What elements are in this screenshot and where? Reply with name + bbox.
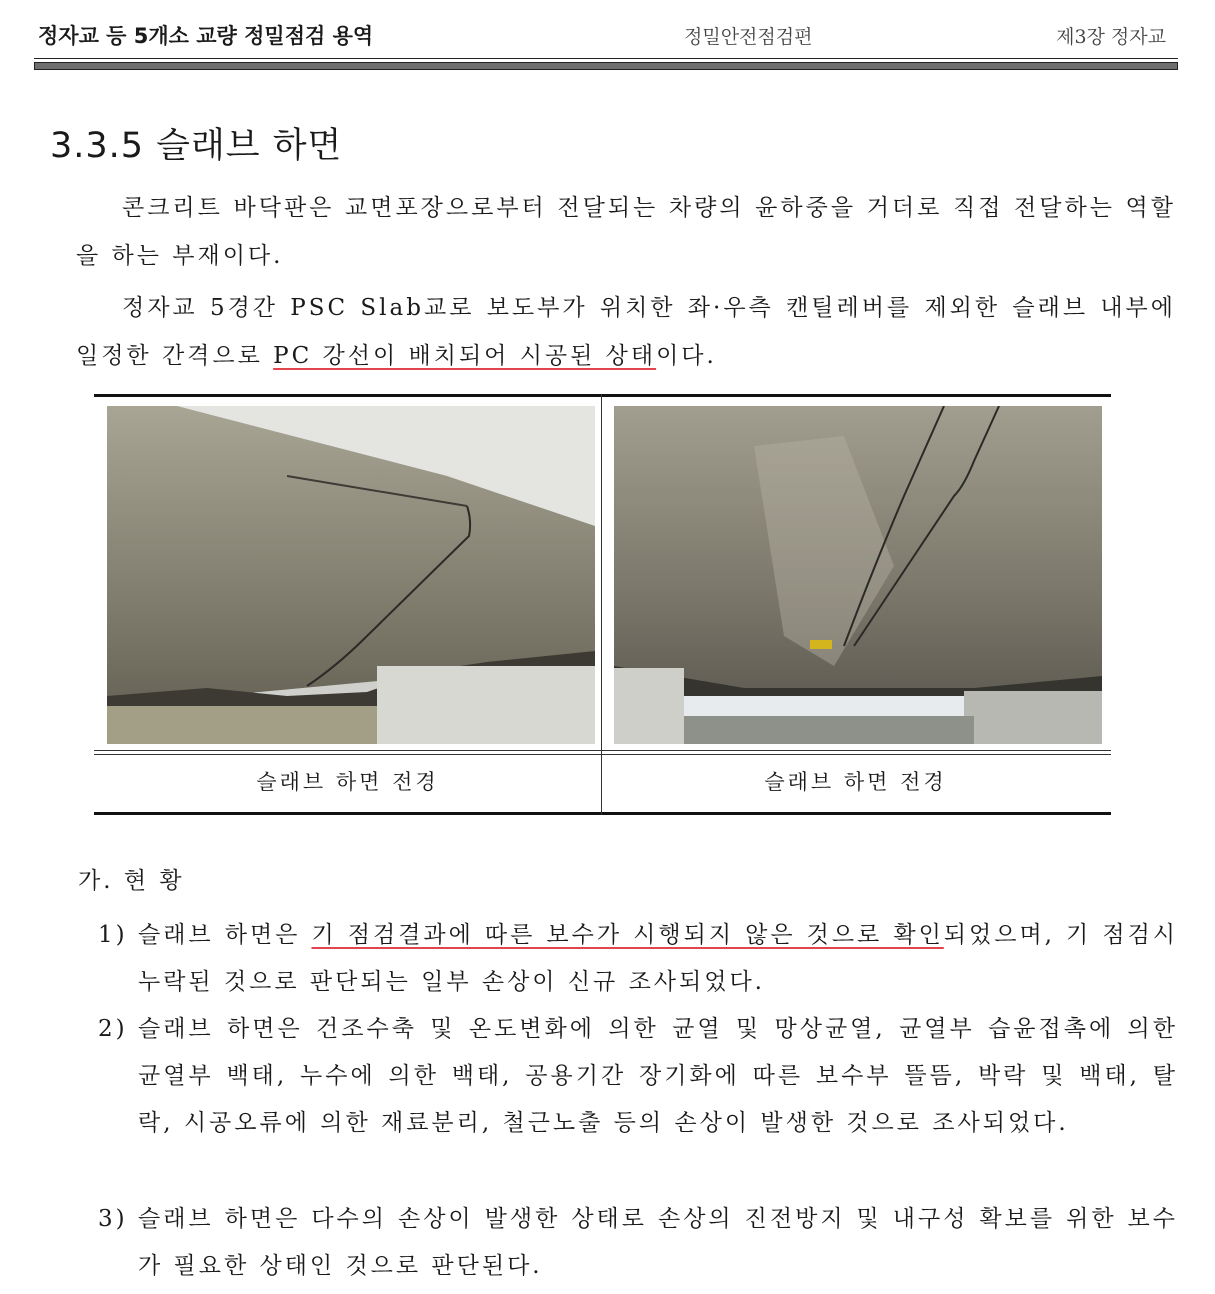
status-item-3-number: 3) [98, 1206, 128, 1232]
status-item-1-before: 슬래브 하면은 [138, 922, 312, 948]
header-chapter: 제3장 정자교 [1056, 26, 1166, 48]
photo-2-caption: 슬래브 하면 전경 [764, 770, 947, 794]
slab-photo-1 [107, 406, 595, 744]
status-heading: 가. 현 황 [78, 868, 185, 894]
intro-paragraph-2-end: 이다. [656, 343, 717, 369]
table-top-rule [94, 394, 1111, 397]
intro-paragraph-1 [76, 184, 1176, 280]
header-rule-thin [34, 58, 1178, 59]
status-item-3 [98, 1196, 1178, 1290]
table-mid-rule-2 [94, 754, 1111, 755]
intro-paragraph-2-text: 정자교 5경간 PSC Slab교로 보도부가 위치한 좌·우측 캔틸레버를 제외한 슬래브 내부에 일정한 간격으로 [76, 295, 1176, 369]
status-item-2 [98, 1006, 1178, 1147]
status-item-1-text [138, 912, 1178, 1006]
status-item-2-number: 2) [98, 1016, 128, 1042]
table-bottom-rule [94, 812, 1111, 815]
intro-paragraph-2 [76, 284, 1176, 380]
table-mid-rule [94, 750, 1111, 751]
header-project-title: 정자교 등 5개소 교량 정밀점검 용역 [38, 24, 374, 48]
table-column-divider [601, 394, 602, 815]
header-volume: 정밀안전점검편 [684, 26, 813, 48]
slab-photo-2 [614, 406, 1102, 744]
photo-1-caption: 슬래브 하면 전경 [256, 770, 439, 794]
status-item-2-text: 슬래브 하면은 건조수축 및 온도변화에 의한 균열 및 망상균열, 균열부 습윤접촉에 의한 균열부 백태, 누수에 의한 백태, 공용기간 장기화에 따른 보수부 뜰뜸, 박락 및 백태, 탈락, 시공오류에 의한 재료분리, 철근노출 등의 손상이 발생한 것으로 조사되었다. [138, 1016, 1178, 1136]
intro-paragraph-2-underline: PC 강선이 배치되어 시공된 상태 [273, 343, 657, 369]
status-item-1-underline: 기 점검결과에 따른 보수가 시행되지 않은 것으로 확인 [311, 922, 944, 948]
status-item-1-number: 1) [98, 922, 128, 948]
status-item-3-text: 슬래브 하면은 다수의 손상이 발생한 상태로 손상의 진전방지 및 내구성 확보를 위한 보수가 필요한 상태인 것으로 판단된다. [138, 1206, 1178, 1279]
section-title: 3.3.5 슬래브 하면 [50, 126, 343, 166]
status-item-1 [98, 912, 1178, 1006]
header-rule-thick [34, 62, 1178, 70]
status-item-1-after: 되었으며, 기 점검시 누락된 것으로 판단되는 일부 손상이 신규 조사되었다. [138, 922, 1178, 995]
intro-paragraph-1-text: 콘크리트 바닥판은 교면포장으로부터 전달되는 차량의 윤하중을 거더로 직접 전달하는 역할을 하는 부재이다. [76, 195, 1176, 269]
page-header [34, 18, 1178, 52]
slab-photo-2-image [614, 406, 1102, 744]
photo-table [94, 394, 1111, 815]
slab-photo-1-image [107, 406, 595, 744]
